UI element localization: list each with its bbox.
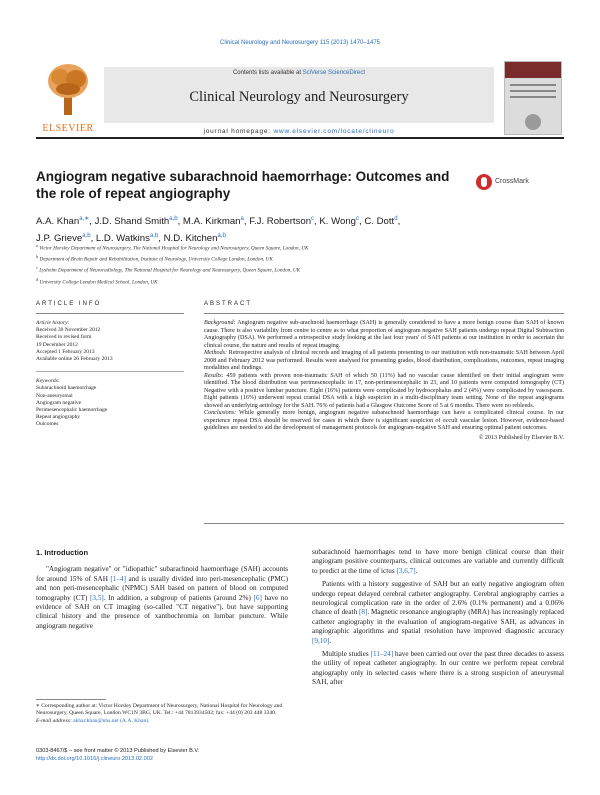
footnote-rule (36, 699, 106, 700)
conclusions-label: Conclusions: (204, 410, 237, 416)
history-list (36, 327, 184, 363)
methods-label: Methods: (204, 350, 228, 356)
author-affiliation-marker[interactable]: a,b (217, 233, 226, 240)
sciencedirect-link[interactable]: SciVerse ScienceDirect (302, 70, 366, 76)
author-name[interactable]: K. Wong (319, 216, 357, 228)
homepage-prefix: journal homepage: (203, 128, 274, 135)
keyword: Outcomes (36, 421, 59, 428)
crossmark-button[interactable] (476, 174, 534, 190)
keyword: Non-aneurysmal (36, 392, 73, 399)
affiliation-list (36, 242, 564, 287)
history-item: 19 December 2012 (36, 341, 78, 348)
homepage-link[interactable]: www.elsevier.com/locate/clineuro (273, 128, 395, 135)
history-item: Accepted 1 February 2013 (36, 348, 95, 355)
keyword: Subarachnoid haemorrhage (36, 385, 97, 392)
copyright-notice: © 2013 Published by Elsevier B.V. (478, 434, 564, 441)
history-item: Received 30 November 2012 (36, 327, 101, 334)
author-affiliation-marker[interactable]: a,b (82, 233, 91, 240)
author-name[interactable]: L.D. Watkins (95, 233, 150, 245)
affiliation (36, 242, 564, 253)
info-divider (36, 371, 184, 372)
results-label: Results: (204, 372, 224, 379)
cover-title-lines (510, 84, 556, 102)
keyword: Repeat angiography (36, 414, 81, 421)
affiliation-label: c (36, 265, 38, 271)
author-line-2: J.P. Grieve$^{a,b}$, L.D. Watkins$^{a,b}$, N.D. Kitchen$^{a,b}$ (36, 233, 226, 245)
paragraph: "Angiogram negative" or "idiopathic" subarachnoid haemorrhage (SAH) accounts for around 15% of SAH [1–4] and is usually divided into peri-mesencephalic (PMC) and non peri-mesencephalic (NPMC) SAH based on pattern of blood on computed tomography (CT) [3,5]. In addition, a subgroup of patients (around 2%) [6] have no evidence of SAH on CT imaging (so-called "CT negative"), but have supporting clinical history and the presence of xanthochromia on lumbar puncture. While angiogram negative (36, 565, 288, 630)
citation-link[interactable]: [1–4] (110, 574, 126, 583)
crossmark-icon (476, 174, 492, 190)
contents-line (104, 70, 494, 76)
background-label: Background: (204, 320, 236, 326)
issn-block (36, 747, 336, 763)
crossmark-label: CrossMark (495, 178, 529, 185)
elsevier-tree-icon (44, 61, 92, 117)
paragraph: Patients with a history suggestive of SAH but an early negative angiogram often undergo repeat delayed cerebral catheter angiography. Cerebral angiography carries a neurological complication rate in the order of 2.6% (0.1% permanent) and a 0.06% chance of death [8]. Magnetic resonance angiography (MRA) has increasingly replaced catheter angiography in the evaluation of angiogram-negative SAH, as advances in angiographic algorithms and spatial resolution have improved diagnostic accuracy [9,10]. (312, 580, 564, 645)
author-affiliation-marker[interactable]: a,b (149, 233, 159, 240)
journal-header (36, 55, 564, 139)
abstract-rule (204, 313, 564, 314)
author-name[interactable]: M.A. Kirkman (182, 216, 241, 228)
body-column-right (312, 548, 564, 692)
results-text: 459 patients with proven non-traumatic SAH of which 50 (11%) had no vascular cause identified on their initial angiogram were identified. The blood distribution was perimesencephalic in 17, non-perimesencephalic in 23, and 10 patients were computed tomography (CT) Negative with a positive lumbar puncture. Eight (16%) patients were complicated by hydrocephalus and 2 (4%) were complicated by vasospasm. Eight patients (16%) underwent repeat cranial DSA with a high suspicion in a multi-disciplinary team setting. None of the repeat angiograms showed an underlying aetiology for the SAH. 76% of patients had a Glasgow Outcome Score of 5 at 6 months. There were no rebleeds. (204, 372, 564, 409)
abstract-methods (204, 350, 564, 373)
affiliation-label: d (36, 276, 39, 282)
keyword: Perimesencephalic haemorrhage (36, 407, 108, 414)
abstract-conclusions (204, 410, 564, 433)
history-heading: Article history: (36, 320, 70, 326)
affiliation (36, 253, 564, 264)
author-affiliation-marker[interactable]: a,∗ (79, 216, 90, 222)
citation-link[interactable]: [11–24] (370, 650, 394, 659)
citation-link[interactable]: [9,10] (312, 636, 330, 645)
author-affiliation-marker[interactable]: a (240, 216, 244, 222)
abstract-background (204, 320, 564, 350)
conclusions-text: While generally more benign, angiogram negative subarachnoid haemorrhage can have a complicated clinical course. In our experience repeat DSA should be reserved for cases in which there is significant suspicion of occult vascular lesion. However, evidence-based guidelines are needed to aid the development of management protocols for angiogram-negative SAH and ensuring optimal patient outcomes. (204, 410, 564, 431)
publisher-name: ELSEVIER (42, 123, 94, 134)
history-item: Available online 26 February 2013 (36, 356, 113, 363)
footnotes (36, 703, 288, 725)
citation-link[interactable]: [8] (359, 608, 368, 617)
affiliation-text: Department of Brain Repair and Rehabilitation, Institute of Neurology, University College London, London, UK (38, 256, 273, 263)
cover-band (505, 62, 561, 78)
author-affiliation-marker[interactable]: a,b (169, 216, 178, 222)
elsevier-logo[interactable] (36, 61, 98, 139)
methods-text: Retrospective analysis of clinical records and imaging of all patients presenting to our institution with non-traumatic SAH between April 2008 and February 2012 was performed. Results were analysed for presenting grades, blood distribution, complications, outcomes, repeat imaging modalities and findings. (204, 350, 564, 371)
affiliation-text: Victor Horsley Department of Neurosurgery, The National Hospital for Neurology and Neurosurgery, Queen Square, London, UK (37, 245, 309, 252)
affiliation-label: a (36, 243, 38, 248)
issn-line: 0303-8467/$ – see front matter © 2013 Published by Elsevier B.V. (36, 748, 200, 754)
author-line-1: A.A. Khan$^{a,∗}$, J.D. Shand Smith$^{a,b}$, M.A. Kirkman$^a$, F.J. Robertson$^c$, K. Wong$^c$, C. Dott$^d$, (36, 216, 401, 228)
abstract-label: ABSTRACT (204, 301, 253, 307)
author-name[interactable]: F.J. Robertson (249, 216, 312, 228)
corresponding-author-note: ∗ Corresponding author at: Victor Horsley Department of Neurosurgery, National Hospital for Neurology and Neurosurgery, Queen Square, London WC1N 3BG, UK. Tel.: +44 7813934502; fax: +44 (0) 203 448 3340. (36, 703, 283, 717)
citation-link[interactable]: [6] (253, 593, 262, 602)
email-label: E-mail address: (36, 717, 74, 724)
abstract-bottom-rule (204, 523, 564, 524)
article-info-label: ARTICLE INFO (36, 301, 102, 307)
background-text: Angiogram negative sub-arachnoid haemorrhage (SAH) is generally considered to have a more benign course than SAH of known cause. There is also variability from centre to centre as to what proportion of angiogram negative SAH patients undergo repeat Digital Subtraction Angiography (DSA). We performed a retrospective study looking at the last four years' of SAH patients at our institution in order to ascertain the clinical course, the nature and results of repeat imaging. (204, 320, 564, 349)
cover-logo-icon (525, 114, 541, 130)
author-name[interactable]: J.D. Shand Smith (94, 216, 170, 228)
author-affiliation-marker[interactable]: d (394, 216, 398, 222)
affiliation-text: Lysholm Department of Neuroradiology, The National Hospital for Neurology and Neurosurgery, Queen Square, London, UK (37, 268, 301, 275)
article-info-rule (36, 313, 184, 314)
citation-link[interactable]: [3,6,7] (396, 566, 416, 575)
abstract-results (204, 373, 564, 411)
affiliation-label: b (36, 254, 39, 260)
journal-citation[interactable]: Clinical Neurology and Neurosurgery 115 (2013) 1470–1475 (220, 40, 380, 46)
journal-title: Clinical Neurology and Neurosurgery (189, 89, 409, 105)
author-name[interactable]: C. Dott (364, 216, 395, 228)
keywords-heading: Keywords: (36, 378, 60, 385)
article-title: Angiogram negative subarachnoid haemorrhage: Outcomes and the role of repeat angiography (36, 169, 450, 201)
email-link[interactable]: akhar.khan@nhs.net (A.A. Khan). (73, 717, 150, 724)
article-history (36, 320, 184, 363)
author-affiliation-marker[interactable]: c (311, 216, 315, 222)
affiliation (36, 264, 564, 275)
citation-link[interactable]: [3,5] (90, 593, 104, 602)
keywords (36, 378, 184, 428)
abstract-body (204, 320, 564, 442)
contents-prefix: Contents lists available at (232, 70, 303, 76)
journal-cover-thumbnail[interactable] (504, 61, 562, 135)
section-heading-introduction: 1. Introduction (36, 548, 89, 557)
body-column-left (36, 548, 288, 635)
history-item: Received in revised form (36, 334, 92, 341)
keywords-list (36, 385, 184, 428)
paragraph: Multiple studies [11–24] have been carried out over the past three decades to assess the utility of repeat catheter angiography. In our centre we perform repeat cerebral angiography only in selected cases where there is a strong suspicion of aneurysmal SAH, after (312, 650, 564, 687)
author-name[interactable]: N.D. Kitchen (163, 233, 218, 245)
paragraph: subarachnoid haemorrhages tend to have more benign clinical course than their angiogram positive counterparts, clinical outcomes are variable and currently difficult to predict at the time of ictus [3,6,7]. (312, 548, 564, 575)
author-name[interactable]: A.A. Khan (36, 216, 80, 228)
doi-link[interactable]: http://dx.doi.org/10.1016/j.clineuro.2013.02.002 (36, 756, 153, 762)
affiliation (36, 276, 564, 287)
journal-homepage (104, 128, 494, 135)
email-note (36, 718, 288, 725)
keyword: Angiogram negative (36, 399, 82, 406)
author-name[interactable]: J.P. Grieve (36, 233, 83, 245)
affiliation-text: University College London Medical School, London, UK (38, 279, 158, 286)
article-info (36, 320, 184, 437)
author-affiliation-marker[interactable]: c (356, 216, 360, 222)
